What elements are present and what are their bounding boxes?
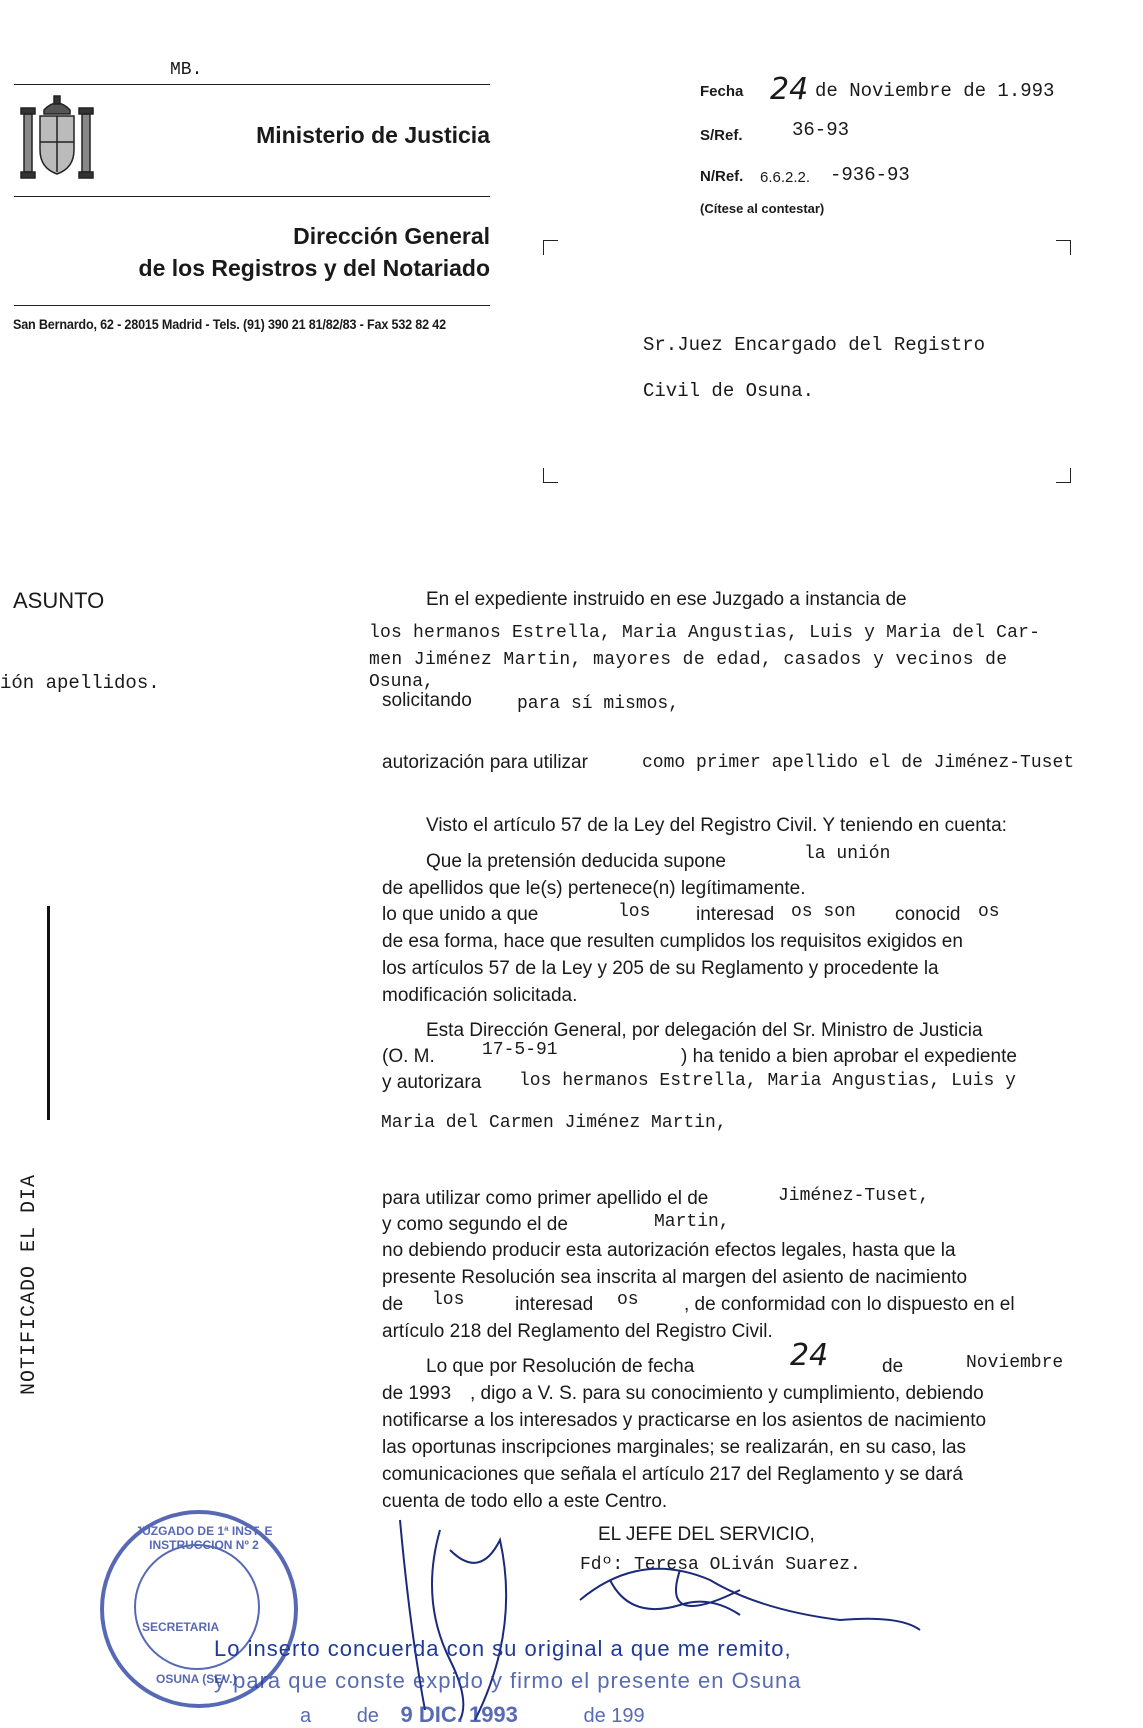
header-rule-middle <box>14 196 490 197</box>
nref-code: 6.6.2.2. <box>760 169 811 186</box>
stamp-ring-text: JUZGADO DE 1ª INST. E INSTRUCCION Nº 2 <box>135 1524 273 1552</box>
para-si-text: para sí mismos, <box>517 694 680 714</box>
certification-line-1: Lo inserto concuerda con su original a que me remito, <box>214 1636 792 1661</box>
de-os-text: os <box>617 1290 639 1310</box>
header-rule-top <box>14 84 490 85</box>
conformidad-line: , de conformidad con lo dispuesto en el <box>684 1294 1015 1315</box>
nref-value: -936-93 <box>830 164 910 186</box>
window-corner-bottom-left <box>543 468 558 483</box>
asunto-text: ión apellidos. <box>0 672 160 694</box>
de-label: de <box>382 1294 404 1315</box>
directorate-name <box>60 220 490 284</box>
os-text: os <box>978 902 1000 922</box>
ha-tenido-line: ) ha tenido a bien aprobar el expediente <box>681 1046 1017 1067</box>
autorizados-line-1: los hermanos Estrella, Maria Angustias, Luis y <box>519 1071 1016 1091</box>
fecha-label: Fecha <box>700 83 744 100</box>
header-rule-bottom <box>14 305 490 306</box>
year-prefix: de 199 <box>382 1383 441 1404</box>
os-son-text: os son <box>791 902 856 922</box>
year-digit: 3 <box>440 1383 452 1405</box>
coat-of-arms-icon <box>16 92 98 184</box>
presente-line: presente Resolución sea inscrita al margen del asiento de nacimiento <box>382 1267 968 1288</box>
year-label <box>382 1380 452 1408</box>
signature-name: Fdº: Teresa OLiván Suarez. <box>580 1555 861 1575</box>
autorizados-line-2: Maria del Carmen Jiménez Martin, <box>381 1113 727 1133</box>
de-los-text: los <box>432 1290 465 1310</box>
citese-note: (Cítese al contestar) <box>700 201 825 216</box>
certification-line-2: y para que conste expido y firmo el presente en Osuna <box>214 1668 802 1693</box>
lo-que-unido-label: lo que unido a que <box>382 904 539 925</box>
applicants-line-3: Osuna, <box>369 672 434 692</box>
om-label: (O. M. <box>382 1046 435 1067</box>
sref-value: 36-93 <box>792 119 850 141</box>
sref-label: S/Ref. <box>700 127 743 144</box>
para-utilizar-label: para utilizar como primer apellido el de <box>382 1188 709 1209</box>
fecha-date: de Noviembre de 1.993 <box>815 80 1055 102</box>
notificarse-line: notificarse a los interesados y practicarse en los asientos de nacimiento <box>382 1410 987 1431</box>
esta-direccion-line: Esta Dirección General, por delegación del Sr. Ministro de Justicia <box>426 1020 983 1041</box>
asunto-label: ASUNTO <box>13 588 105 613</box>
ministry-name: Ministerio de Justicia <box>256 122 490 148</box>
certification-a: a <box>300 1705 312 1727</box>
certification-line-3 <box>300 1702 645 1728</box>
comunicaciones-line: comunicaciones que señala el artículo 217 del Reglamento y se dará <box>382 1464 963 1485</box>
pretension-label: Que la pretensión deducida supone <box>426 851 727 872</box>
conocid-label: conocid <box>895 904 961 925</box>
nuevo-primer-apellido: Jiménez-Tuset, <box>778 1186 930 1206</box>
resolucion-label: Lo que por Resolución de fecha <box>426 1356 695 1377</box>
de-apellidos-line: de apellidos que le(s) pertenece(n) legítimamente. <box>382 878 806 899</box>
recipient-line-2: Civil de Osuna. <box>643 380 815 402</box>
digo-line: , digo a V. S. para su conocimiento y cumplimiento, debiendo <box>470 1383 984 1404</box>
recipient-line-1: Sr.Juez Encargado del Registro <box>643 334 986 356</box>
certification-de-199: de 199 <box>583 1705 645 1727</box>
directorate-line-1: Dirección General <box>293 223 490 249</box>
interesad-label: interesad <box>696 904 775 925</box>
fecha-day: 24 <box>770 72 809 107</box>
la-union-text: la unión <box>804 844 891 864</box>
stamp-center-text: SECRETARIA <box>142 1620 220 1634</box>
resolucion-day: 24 <box>790 1338 829 1373</box>
applicants-line-2: men Jiménez Martin, mayores de edad, casados y vecinos de <box>369 650 1008 670</box>
initials: MB. <box>170 60 203 80</box>
modificacion-line: modificación solicitada. <box>382 985 578 1006</box>
window-corner-bottom-right <box>1056 468 1071 483</box>
articulos-line: los artículos 57 de la Ley y 205 de su Reglamento y procedente la <box>382 958 939 979</box>
resolucion-de: de <box>882 1356 904 1377</box>
solicitando-label: solicitando <box>382 690 472 711</box>
intro-line: En el expediente instruido en ese Juzgado a instancia de <box>426 589 907 610</box>
address-line: San Bernardo, 62 - 28015 Madrid - Tels. (91) 390 21 81/82/83 - Fax 532 82 42 <box>13 316 446 332</box>
stamp-bottom-text: OSUNA (SEV.) <box>156 1672 237 1686</box>
nref-label: N/Ref. <box>700 168 744 185</box>
directorate-line-2: de los Registros y del Notariado <box>138 255 490 281</box>
y-autorizara-label: y autorizara <box>382 1072 482 1093</box>
notificado-line <box>47 906 50 1120</box>
certification-de: de <box>356 1705 379 1727</box>
window-corner-top-right <box>1056 240 1071 255</box>
cuenta-line: cuenta de todo ello a este Centro. <box>382 1491 668 1512</box>
certification-date: 9 DIC. 1993 <box>400 1702 518 1727</box>
window-corner-top-left <box>543 240 558 255</box>
notificado-label: NOTIFICADO EL DIA <box>18 1173 41 1395</box>
articulo-218-line: artículo 218 del Reglamento del Registro Civil. <box>382 1321 773 1342</box>
om-date: 17-5-91 <box>482 1040 558 1060</box>
primer-apellido-text: como primer apellido el de Jiménez-Tuset <box>642 753 1075 773</box>
no-debiendo-line: no debiendo producir esta autorización efectos legales, hasta que la <box>382 1240 956 1261</box>
applicants-line-1: los hermanos Estrella, Maria Angustias, Luis y Maria del Car- <box>369 623 1041 643</box>
nuevo-segundo-apellido: Martin, <box>654 1212 730 1232</box>
visto-line: Visto el artículo 57 de la Ley del Registro Civil. Y teniendo en cuenta: <box>426 815 1007 836</box>
oportunas-line: las oportunas inscripciones marginales; se realizarán, en su caso, las <box>382 1437 967 1458</box>
autorizacion-label: autorización para utilizar <box>382 752 588 773</box>
signature-title: EL JEFE DEL SERVICIO, <box>598 1524 815 1545</box>
los-text: los <box>618 902 651 922</box>
de-interesad-label: interesad <box>515 1294 594 1315</box>
segundo-label: y como segundo el de <box>382 1214 568 1235</box>
esa-forma-line: de esa forma, hace que resulten cumplidos los requisitos exigidos en <box>382 931 963 952</box>
resolucion-month: Noviembre <box>966 1353 1064 1373</box>
